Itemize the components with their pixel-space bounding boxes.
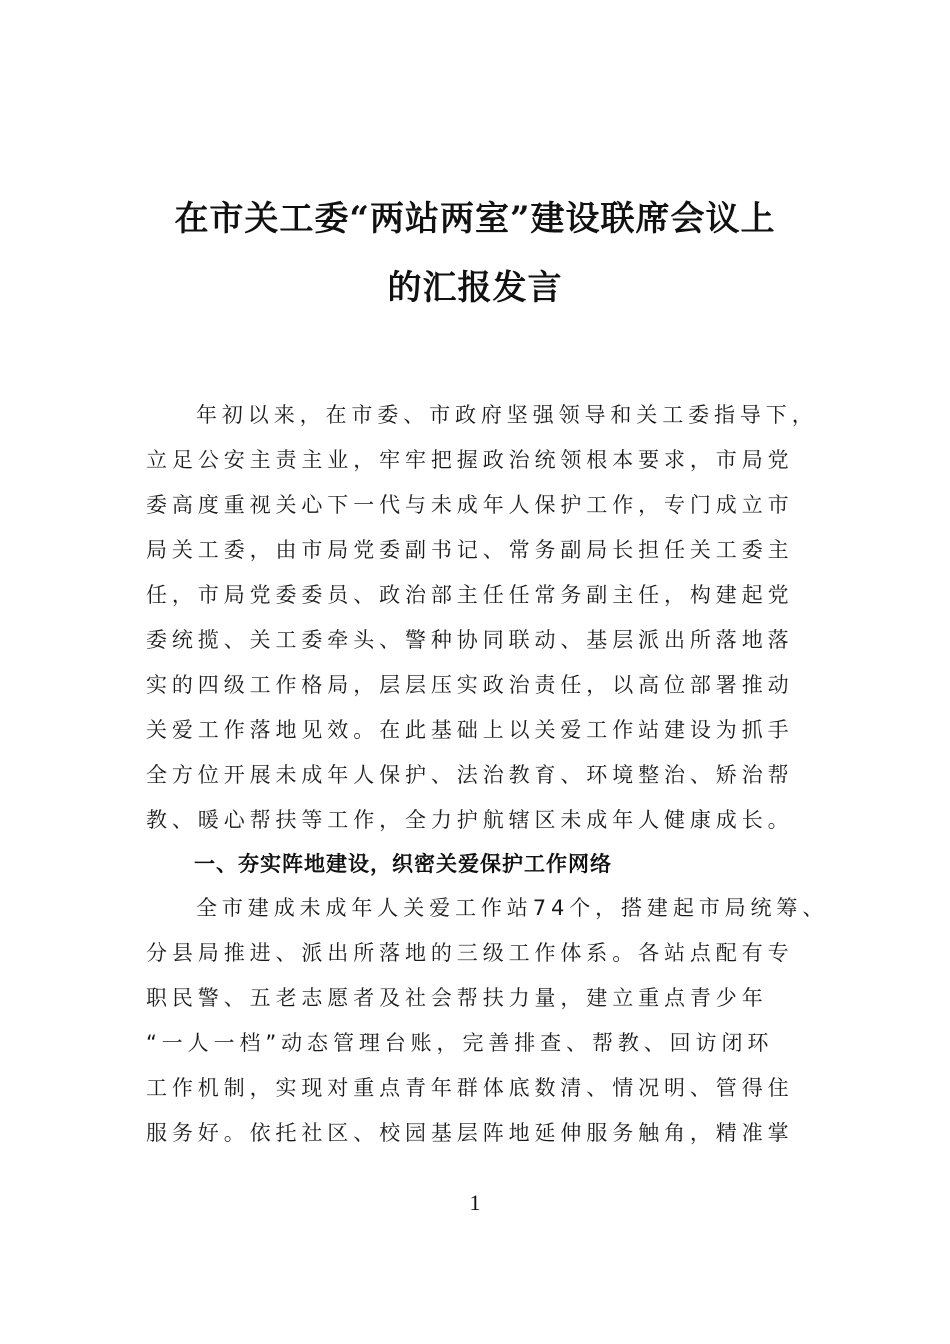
page-number: 1 (469, 1190, 481, 1215)
paragraph-line: 委高度重视关心下一代与未成年人保护工作，专门成立市 (146, 493, 794, 517)
paragraph-line: 关爱工作落地见效。在此基础上以关爱工作站建设为抓手 (146, 718, 794, 742)
document-title-line-1: 在市关工委“两站两室”建设联席会议上 (174, 199, 776, 239)
paragraph-line: 局关工委，由市局党委副书记、常务副局长担任关工委主 (146, 538, 794, 562)
document-title-line-2: 的汇报发言 (387, 268, 563, 308)
paragraph-line: 年初以来，在市委、市政府坚强领导和关工委指导下， (196, 403, 818, 427)
paragraph-line: 立足公安主责主业，牢牢把握政治统领根本要求，市局党 (146, 448, 794, 472)
paragraph-line: 工作机制，实现对重点青年群体底数清、情况明、管得住 (146, 1076, 794, 1100)
paragraph-line: 分县局推进、派出所落地的三级工作体系。各站点配有专 (146, 941, 794, 965)
paragraph-line: 教、暖心帮扶等工作，全力护航辖区未成年人健康成长。 (146, 808, 794, 832)
paragraph-line: 实的四级工作格局，层层压实政治责任，以高位部署推动 (146, 673, 794, 697)
paragraph-line: 全市建成未成年人关爱工作站74个，搭建起市局统筹、 (196, 896, 829, 920)
section-heading-1: 一、夯实阵地建设，织密关爱保护工作网络 (194, 852, 612, 876)
paragraph-line: 职民警、五老志愿者及社会帮扶力量，建立重点青少年 (146, 986, 768, 1010)
paragraph-line: 服务好。依托社区、校园基层阵地延伸服务触角，精准掌 (146, 1121, 794, 1145)
paragraph-line: “一人一档”动态管理台账，完善排查、帮教、回访闭环 (146, 1031, 774, 1055)
paragraph-line: 任，市局党委委员、政治部主任任常务副主任，构建起党 (146, 583, 794, 607)
paragraph-line: 委统揽、关工委牵头、警种协同联动、基层派出所落地落 (146, 628, 794, 652)
paragraph-line: 全方位开展未成年人保护、法治教育、环境整治、矫治帮 (146, 763, 794, 787)
